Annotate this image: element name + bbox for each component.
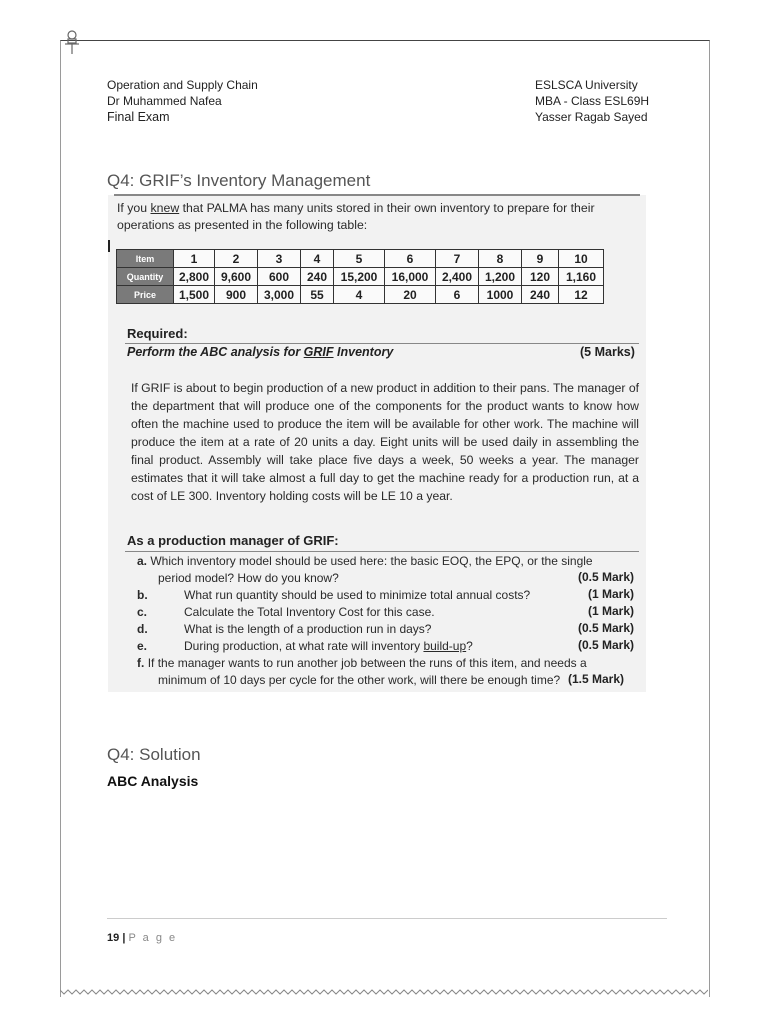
question-item-e [184, 638, 473, 655]
question-item-f [137, 655, 587, 672]
intro-text-underlined: knew [150, 201, 180, 215]
required-rule [125, 343, 639, 344]
required-task [127, 345, 393, 359]
page-footer [107, 932, 177, 944]
production-heading: As a production manager of GRIF: [127, 533, 339, 548]
question-intro [117, 200, 642, 234]
table-cell: 4 [334, 286, 385, 304]
task-text-a: Perform the ABC analysis for [127, 345, 304, 359]
row-label: Item [117, 250, 174, 268]
exam-name: Final Exam [107, 110, 170, 124]
footer-separator: | [122, 932, 126, 944]
table-cell: 9,600 [215, 268, 258, 286]
table-cell: 16,000 [385, 268, 436, 286]
item-mark: (0.5 Mark) [578, 638, 635, 652]
table-cell: 15,200 [334, 268, 385, 286]
question-title: Q4: GRIF’s Inventory Management [107, 171, 371, 190]
table-cell: 55 [301, 286, 334, 304]
table-cell: 900 [215, 286, 258, 304]
program-name: MBA - Class ESL69H [535, 94, 650, 108]
table-cell: 3 [258, 250, 301, 268]
university-name: ESLSCA University [535, 78, 638, 92]
item-text-a: During production, at what rate will inventory [184, 639, 424, 653]
header-right [535, 77, 649, 125]
page-number: 19 [107, 932, 120, 944]
page-word: P a g e [128, 932, 178, 944]
item-letter: d. [137, 622, 148, 636]
question-item-d: What is the length of a production run in days? [184, 622, 432, 636]
intro-text-a: If you [117, 201, 151, 215]
table-cell: 1,160 [559, 268, 604, 286]
item-mark: (0.5 Mark) [578, 621, 635, 635]
item-mark: (1 Mark) [588, 587, 635, 601]
table-cell: 600 [258, 268, 301, 286]
instructor-name: Dr Muhammed Nafea [107, 94, 222, 108]
table-cell: 1 [174, 250, 215, 268]
question-item-c: Calculate the Total Inventory Cost for this case. [184, 605, 435, 619]
table-cell: 2,800 [174, 268, 215, 286]
table-cell: 6 [385, 250, 436, 268]
solution-subtitle: ABC Analysis [107, 773, 199, 789]
inventory-table [116, 249, 604, 304]
question-item-f-line2: minimum of 10 days per cycle for the other work, will there be enough time? [158, 673, 561, 687]
torn-page-edge [60, 980, 708, 1000]
solution-title: Q4: Solution [107, 745, 201, 764]
table-cell: 12 [559, 286, 604, 304]
item-mark: (1 Mark) [588, 604, 635, 618]
table-cell: 6 [436, 286, 479, 304]
table-cell: 240 [301, 268, 334, 286]
table-cell: 4 [301, 250, 334, 268]
table-cell: 2 [215, 250, 258, 268]
question-item-a [137, 553, 593, 570]
table-cell: 8 [479, 250, 522, 268]
item-letter: a. [137, 554, 148, 568]
item-letter: e. [137, 639, 148, 653]
table-row-quantity [117, 268, 604, 286]
production-rule [125, 551, 639, 552]
student-name: Yasser Ragab Sayed [535, 110, 648, 124]
item-letter: c. [137, 605, 148, 619]
scenario-paragraph: If GRIF is about to begin production of a new product in addition to their pans. The manager of the department that will produce one of the components for the product wants to know how often the machine used to produce the item will be available for other work. The machine will produce the item at a rate of 20 units a day. Eight units will be used daily in assembling the final product. Assembly will take place five days a week, 50 weeks a year. The manager estimates that it will take almost a full day to get the machine ready for a production run, at a cost of LE 300. Inventory holding costs will be LE 10 a year. [131, 381, 639, 503]
question-item-b: What run quantity should be used to minimize total annual costs? [184, 588, 531, 602]
table-cell: 2,400 [436, 268, 479, 286]
table-row-price [117, 286, 604, 304]
item-letter: f. [137, 656, 145, 670]
intro-text-b: that PALMA has many units stored in their own inventory to prepare for their operations as presented in the following table: [117, 201, 595, 232]
table-cell: 10 [559, 250, 604, 268]
table-cell: 1,200 [479, 268, 522, 286]
table-cell: 120 [522, 268, 559, 286]
table-cell: 1000 [479, 286, 522, 304]
item-text: Which inventory model should be used here: the basic EOQ, the EPQ, or the single [150, 554, 593, 568]
table-cell: 7 [436, 250, 479, 268]
item-text-b: ? [466, 639, 473, 653]
row-label: Price [117, 286, 174, 304]
table-cell: 240 [522, 286, 559, 304]
text-cursor [108, 240, 110, 252]
task-text-b: Inventory [333, 345, 394, 359]
course-name: Operation and Supply Chain [107, 78, 258, 92]
item-text-underlined: build-up [423, 639, 467, 653]
task-text-underlined: GRIF [303, 345, 334, 359]
pushpin-icon [62, 30, 82, 60]
item-mark: (0.5 Mark) [578, 570, 635, 584]
question-item-a-line2: period model? How do you know? [158, 571, 339, 585]
required-heading: Required: [127, 326, 188, 341]
scan-top-rule [114, 194, 640, 196]
table-cell: 1,500 [174, 286, 215, 304]
item-text: If the manager wants to run another job between the runs of this item, and needs a [147, 656, 587, 670]
required-marks: (5 Marks) [580, 345, 635, 359]
item-letter: b. [137, 588, 148, 602]
item-mark: (1.5 Mark) [568, 672, 625, 686]
row-label: Quantity [117, 268, 174, 286]
table-cell: 9 [522, 250, 559, 268]
table-cell: 5 [334, 250, 385, 268]
header-left [107, 77, 258, 125]
footer-rule [107, 918, 667, 919]
table-cell: 3,000 [258, 286, 301, 304]
table-cell: 20 [385, 286, 436, 304]
table-row-item [117, 250, 604, 268]
